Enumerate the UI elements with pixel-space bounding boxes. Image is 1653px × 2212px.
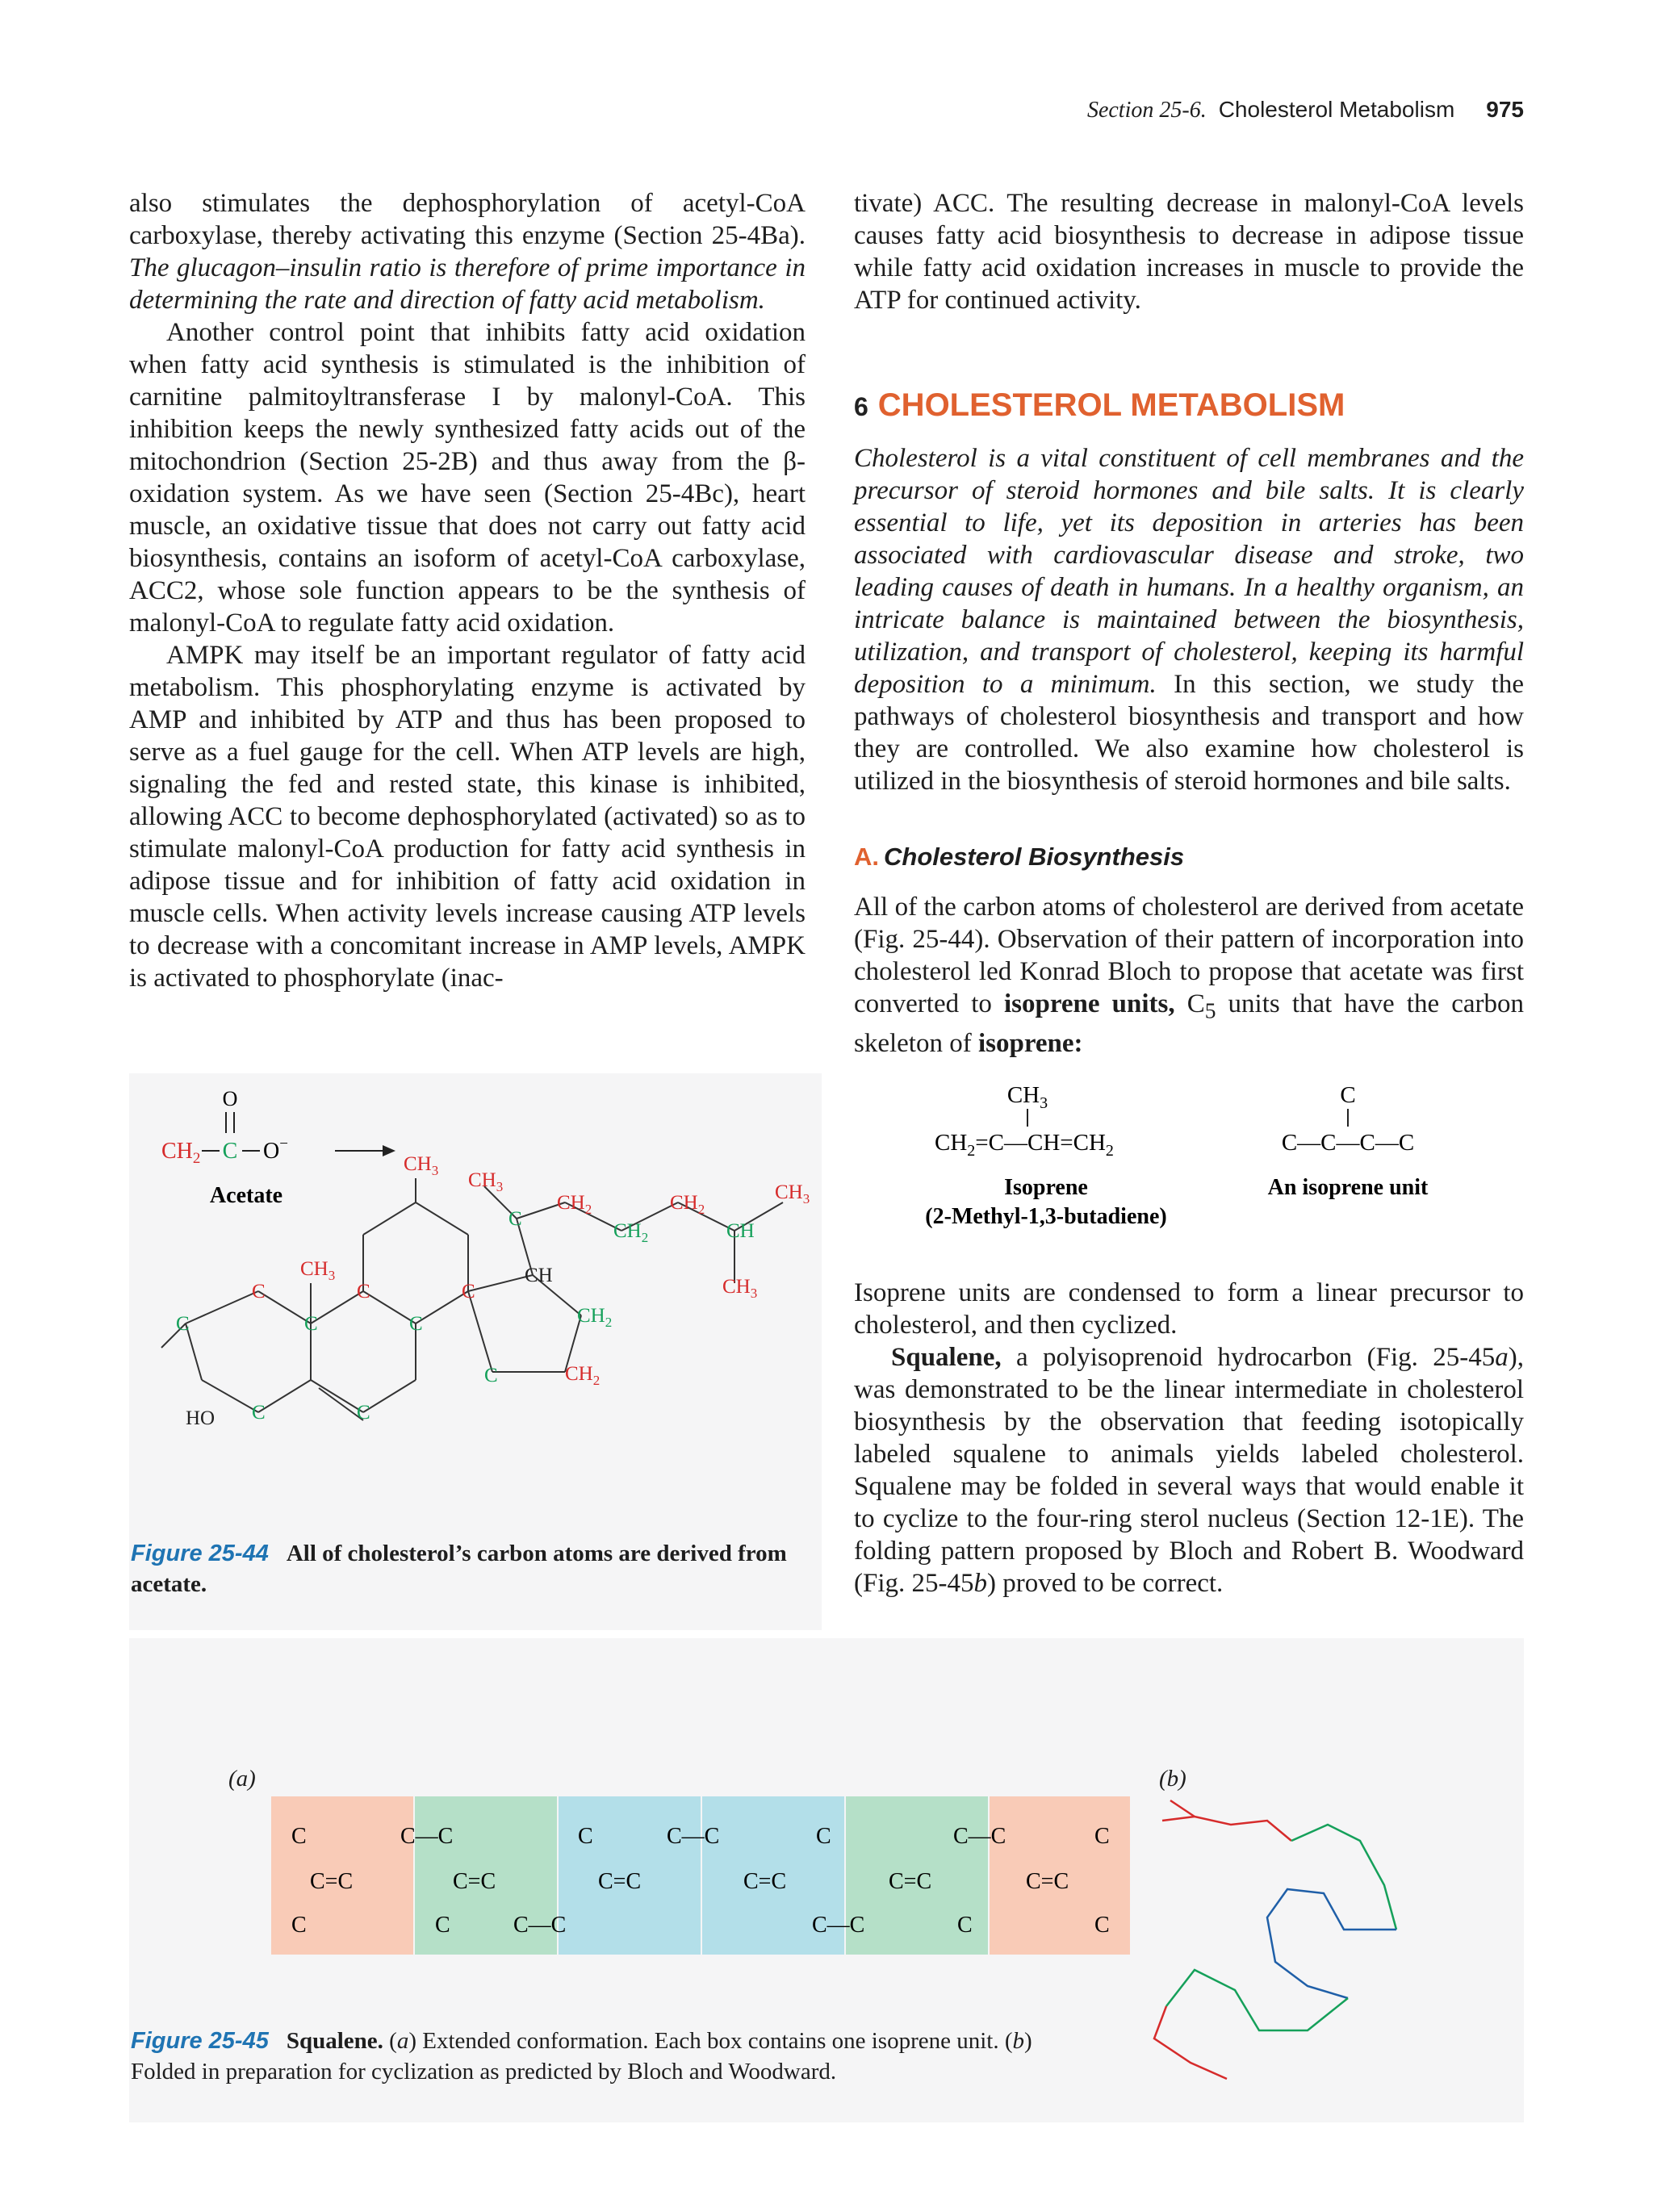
folded-blue-ring — [1267, 1889, 1396, 1998]
left-paragraph-3: AMPK may itself be an important regulator of fatty acid metabolism. This phosphorylating enzyme is activated by AMP and inhibited by ATP and thus has been proposed to serve as a fuel gauge for the cell. When ATP levels are high, signaling the fed and rested state, this kinase is inhibited, allowing ACC to become dephosphorylated (activated) so as to stimulate malonyl-CoA production for fatty acid synthesis in adipose tissue and for inhibition of fatty acid oxidation in muscle cells. When activity levels increase causing ATP levels to decrease with a concomitant increase in AMP levels, AMPK is activated to phosphorylate (inac- — [129, 641, 806, 993]
svg-text:C: C — [252, 1402, 266, 1424]
svg-text:C: C — [578, 1824, 593, 1849]
p4-term-squalene: Squalene, — [891, 1343, 1002, 1372]
svg-text:C—C: C—C — [812, 1913, 865, 1938]
svg-text:CH3: $CH_3$ — [468, 1169, 504, 1194]
right-paragraph-2 — [854, 891, 1524, 1060]
svg-text:C: C — [222, 1139, 238, 1164]
isoprene-name: Isoprene — [1004, 1175, 1088, 1200]
svg-text:CH2: $CH_2$ — [613, 1220, 649, 1245]
caption-squalene: Squalene. — [286, 2028, 383, 2054]
figure-25-45-panel-a-label: (a) — [228, 1766, 256, 1792]
section-number: 6 — [854, 392, 868, 421]
caption-b-text: Folded in preparation for cyclization as predicted by Bloch and Woodward. — [131, 2059, 837, 2084]
svg-text:C: C — [816, 1824, 831, 1849]
header-title: Cholesterol Metabolism — [1218, 97, 1455, 122]
left-p1-text: also stimulates the dephosphorylation of acetyl-CoA carboxylase, thereby activating this enzyme (Section 25-4Ba). — [129, 189, 806, 250]
svg-text:C: C — [435, 1913, 450, 1938]
svg-text:CH3: $CH_3$ — [722, 1276, 758, 1301]
svg-text:C: C — [484, 1365, 498, 1386]
svg-text:CH2: $CH_2$ — [557, 1192, 592, 1217]
svg-text:C: C — [176, 1313, 190, 1335]
svg-text:CH2: $CH_2$ — [577, 1305, 613, 1330]
squalene-folded — [1146, 1796, 1485, 2087]
figure-25-44-caption — [131, 1538, 801, 1599]
svg-text:C=C: C=C — [598, 1869, 642, 1894]
right-paragraph-1: tivate) ACC. The resulting decrease in malonyl-CoA levels causes fatty acid biosynthesis to decrease in adipose tissue while fatty acid oxidation increases in muscle to provide the ATP for continued activity. — [854, 189, 1524, 315]
isoprene-ch3: $CH_3$ — [1006, 1082, 1048, 1112]
isoprene-unit-label: An isoprene unit — [1267, 1175, 1429, 1200]
left-paragraph-1 — [129, 187, 806, 316]
header-section: Section 25-6. — [1086, 98, 1207, 123]
right-column-top — [854, 187, 1524, 316]
svg-text:C=C: C=C — [310, 1869, 354, 1894]
subsection-letter: A. — [854, 843, 879, 871]
svg-text:O−: O− — [263, 1135, 288, 1164]
p2-subscript: 5 — [1204, 997, 1216, 1023]
svg-text:C=C: C=C — [889, 1869, 932, 1894]
svg-text:CH2: $CH_2$ — [565, 1363, 601, 1388]
svg-text:C—C: C—C — [513, 1913, 567, 1938]
p4-letter-b: b — [973, 1569, 987, 1598]
unit-top-c: C — [1340, 1082, 1356, 1108]
section-heading — [854, 387, 1345, 424]
folded-red-bottom — [1154, 2006, 1227, 2079]
p2-term-isoprene: isoprene: — [977, 1028, 1083, 1058]
svg-text:C: C — [508, 1208, 522, 1230]
svg-text:C: C — [1094, 1913, 1110, 1938]
folded-green-right — [1291, 1825, 1396, 1930]
folded-green-left — [1166, 1970, 1348, 2030]
figure-25-45-panel-b-label: (b) — [1159, 1766, 1186, 1792]
svg-text:O: O — [222, 1087, 238, 1110]
acetate-structure — [161, 1087, 288, 1208]
svg-text:C: C — [252, 1281, 266, 1303]
right-column-squalene — [854, 1277, 1524, 1599]
isoprene-systematic-name: (2-Methyl-1,3-butadiene) — [925, 1204, 1167, 1229]
squalene-extended — [271, 1796, 1130, 1955]
right-column-intro — [854, 442, 1524, 797]
figure-25-44-label: Figure 25-44 — [131, 1541, 269, 1566]
svg-text:CH3: $CH_3$ — [404, 1153, 439, 1178]
intro-rest: In this section, we study the pathways of cholesterol biosynthesis and transport and how they are controlled. We also examine how cholesterol is utilized in the biosynthesis of steroid hormones and bile salts. — [854, 670, 1524, 796]
subsection-title: Cholesterol Biosynthesis — [884, 843, 1185, 871]
svg-text:CH: CH — [726, 1220, 755, 1242]
svg-text:C: C — [304, 1313, 318, 1335]
p4-letter-a: a — [1495, 1343, 1509, 1372]
folded-red-top — [1162, 1817, 1291, 1841]
isoprene-formula: $CH_2=C—CH=CH_2$ — [935, 1130, 1114, 1160]
svg-text:C: C — [462, 1281, 475, 1303]
left-p1-italic: The glucagon–insulin ratio is therefore of prime importance in determining the rate and direction of fatty acid metabolism. — [129, 253, 806, 315]
svg-text:CH2: $CH_2$ — [670, 1192, 705, 1217]
svg-text:CH2: $CH_2$ — [161, 1139, 201, 1167]
svg-text:C: C — [409, 1313, 423, 1335]
svg-text:HO: HO — [186, 1407, 216, 1429]
p2-text: All of the carbon atoms of cholesterol are derived from acetate (Fig. 25-44). Observation of their pattern of incorporation into cholesterol led Konrad Bloch to propose that acetate was first converted to — [854, 893, 1524, 1018]
p4-text-3: ) proved to be correct. — [987, 1569, 1224, 1598]
figure-25-44-diagram — [129, 1081, 823, 1533]
svg-text:C=C: C=C — [743, 1869, 787, 1894]
svg-text:C—C: C—C — [953, 1824, 1006, 1849]
intro-italic: Cholesterol is a vital constituent of cell membranes and the precursor of steroid hormones and bile salts. It is clearly essential to life, yet its deposition in arteries has been associated with cardiovascular disease and stroke, two leading causes of death in humans. In a healthy organism, an intricate balance is maintained between the biosynthesis, utilization, and transport of cholesterol, keeping its harmful deposition to a minimum. — [854, 444, 1524, 699]
right-paragraph-4 — [854, 1341, 1524, 1599]
p2-text-2: units that have the carbon skeleton of — [854, 989, 1524, 1058]
acetate-label: Acetate — [209, 1183, 283, 1208]
svg-text:CH3: $CH_3$ — [300, 1258, 336, 1283]
svg-text:C: C — [291, 1824, 307, 1849]
figure-25-44-caption-text: All of cholesterol’s carbon atoms are derived from acetate. — [131, 1541, 787, 1597]
p4-text-2: ), was demonstrated to be the linear intermediate in cholesterol biosynthesis by the observation that feeding isotopically labeled squalene to animals yields labeled cholesterol. Squalene may be folded in several ways that would enable it to cyclize to the four-ring sterol nucleus (Section 12-1E). The folding pattern proposed by Bloch and Robert B. Woodward (Fig. 25-45 — [854, 1343, 1524, 1598]
left-column — [129, 187, 806, 994]
svg-text:CH3: $CH_3$ — [775, 1181, 810, 1206]
isoprene-structures — [888, 1065, 1517, 1251]
svg-text:CH: CH — [525, 1265, 553, 1286]
svg-text:C: C — [357, 1281, 370, 1303]
running-header — [1087, 97, 1524, 123]
svg-text:C: C — [1094, 1824, 1110, 1849]
left-paragraph-2: Another control point that inhibits fatty acid oxidation when fatty acid synthesis is stimulated is the inhibition of carnitine palmitoyltransferase I by malonyl-CoA. This inhibition keeps the newly synthesized fatty acids out of the mitochondrion (Section 25-2B) and thus away from the β-oxidation system. As we have seen (Section 25-4Bc), heart muscle, an oxidative tissue that does not carry out fatty acid biosynthesis, contains an isoform of acetyl-CoA carboxylase, ACC2, whose sole function appears to be the synthesis of malonyl-CoA to regulate fatty acid oxidation. — [129, 318, 806, 638]
svg-text:C: C — [957, 1913, 973, 1938]
p4-text: a polyisoprenoid hydrocarbon (Fig. 25-45 — [1001, 1343, 1496, 1372]
section-intro — [854, 442, 1524, 797]
right-paragraph-3: Isoprene units are condensed to form a linear precursor to cholesterol, and then cyclized. — [854, 1278, 1524, 1340]
reaction-arrowhead — [383, 1145, 395, 1156]
caption-letter-b: b — [1012, 2028, 1025, 2054]
svg-text:C—C: C—C — [400, 1824, 454, 1849]
subsection-heading — [854, 843, 1184, 872]
svg-text:C: C — [291, 1913, 307, 1938]
caption-a-text: Extended conformation. Each box contains one isoprene unit. — [422, 2028, 999, 2054]
caption-letter-a: a — [396, 2028, 409, 2054]
unit-chain: C—C—C—C — [1281, 1130, 1415, 1156]
svg-text:C: C — [357, 1402, 370, 1424]
section-title: CHOLESTEROL METABOLISM — [877, 387, 1345, 423]
figure-25-45-caption: Figure 25-45 Squalene. (a) Extended conformation. Each box contains one isoprene unit. (b) Folded in preparation for cyclization as predicted by Bloch and Woodward. — [131, 2028, 1032, 2084]
svg-text:C=C: C=C — [1026, 1869, 1069, 1894]
right-column-biosynthesis — [854, 891, 1524, 1060]
p2-c: C — [1174, 989, 1205, 1018]
figure-25-45-label: Figure 25-45 — [131, 2028, 269, 2054]
svg-text:C=C: C=C — [453, 1869, 496, 1894]
svg-text:C—C: C—C — [667, 1824, 720, 1849]
page-number: 975 — [1486, 97, 1524, 122]
p2-term-isoprene-units: isoprene units, — [1003, 989, 1175, 1018]
